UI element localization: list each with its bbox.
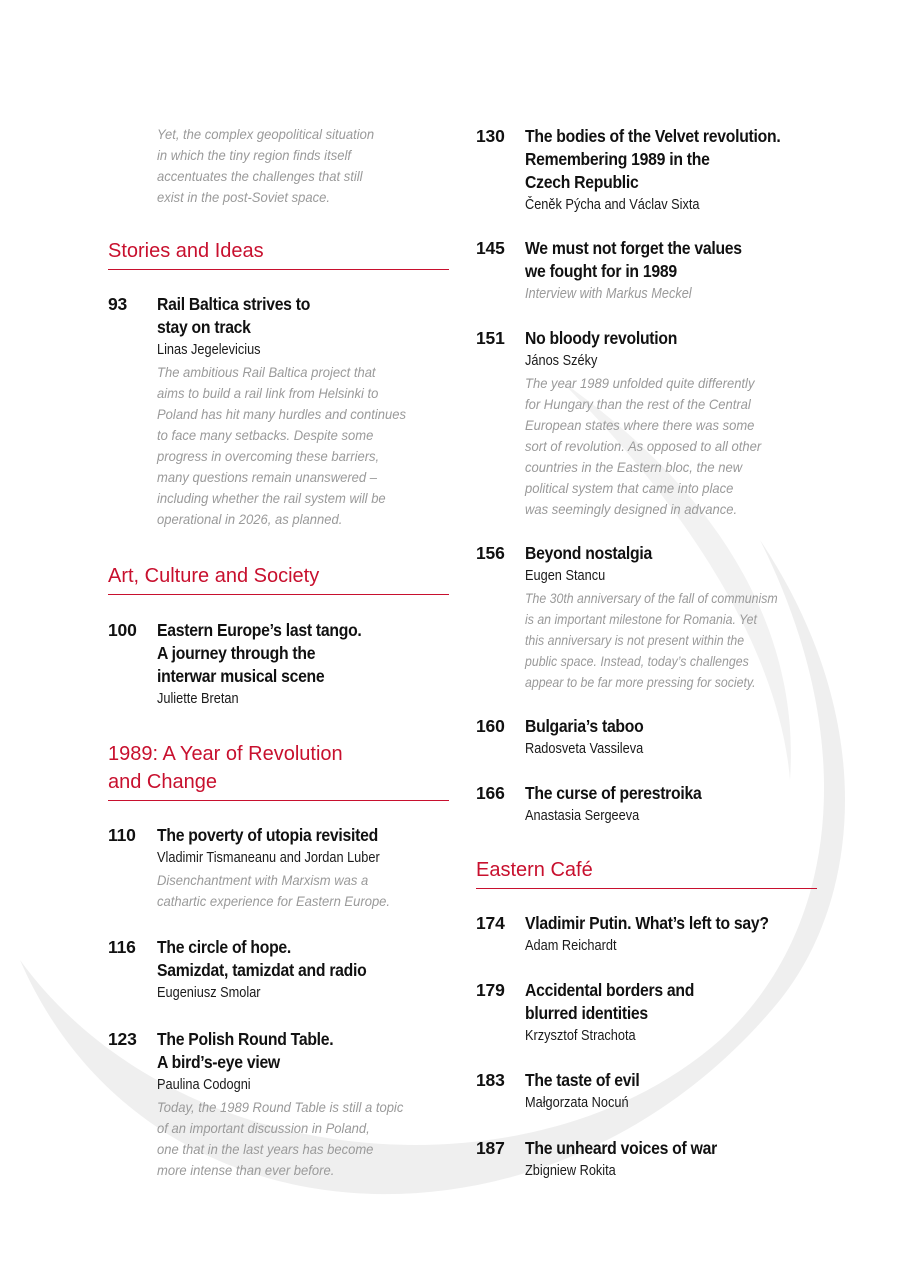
page-number: 166 [476,783,505,803]
section-heading-stories: Stories and Ideas [108,237,449,270]
article-author: Małgorzata Nocuń [525,1095,629,1111]
article-author: Juliette Bretan [157,691,239,707]
article-blurb: Disenchantment with Marxism was a cathartic experience for Eastern Europe. [157,872,391,909]
article-blurb: The ambitious Rail Baltica project that aims to build a rail link from Helsinki to Poland has hit many hurdles and continues to face many setbacks. Despite some progress in overcoming these barriers, many questions remain unanswered – including whether the rail system will be operational in 2026, as planned. [157,364,406,527]
page-number: 116 [108,937,136,957]
article-author: Krzysztof Strachota [525,1028,636,1044]
article-title: Beyond nostalgia [525,543,652,563]
article-title: Eastern Europe’s last tango. A journey through the interwar musical scene [157,620,362,686]
article-title: We must not forget the values we fought for in 1989 [525,238,742,281]
page-number: 179 [476,980,505,1000]
page-number: 174 [476,913,505,933]
article-author: Adam Reichardt [525,938,617,954]
article-title: The poverty of utopia revisited [157,825,378,845]
article-title: Rail Baltica strives to stay on track [157,294,311,337]
article-blurb: The year 1989 unfolded quite differently for Hungary than the rest of the Central European states where there was some sort of revolution. As opposed to all other countries in the Eastern bloc, the new political system that came into place was seemingly designed in advance. [525,375,762,517]
page-number: 156 [476,543,505,563]
page-number: 100 [108,620,137,640]
article-title: The taste of evil [525,1070,640,1090]
article-author: Linas Jegelevicius [157,342,261,358]
article-author: Zbigniew Rokita [525,1163,616,1179]
intro-blurb: Yet, the complex geopolitical situation in which the tiny region finds itself accentuates the challenges that still exist in the post-Soviet space. [157,126,375,205]
section-heading-1989: 1989: A Year of Revolution and Change [108,740,449,801]
article-author: János Széky [525,353,598,369]
article-title: The bodies of the Velvet revolution. Remembering 1989 in the Czech Republic [525,126,781,192]
article-title: The curse of perestroika [525,783,702,803]
article-title: The circle of hope. Samizdat, tamizdat and radio [157,937,367,980]
page-number: 93 [108,294,128,314]
article-author: Anastasia Sergeeva [525,808,640,824]
article-author: Radosveta Vassileva [525,741,644,757]
article-title: Bulgaria’s taboo [525,716,644,736]
article-blurb: Today, the 1989 Round Table is still a topic of an important discussion in Poland, one that in the last years has become more intense than ever before. [157,1099,404,1178]
article-author: Interview with Markus Meckel [525,286,692,302]
article-author: Eugeniusz Smolar [157,985,261,1001]
page-number: 110 [108,825,136,845]
article-title: Accidental borders and blurred identities [525,980,695,1023]
article-title: The Polish Round Table. A bird’s-eye view [157,1029,334,1072]
page-number: 160 [476,716,505,736]
article-author: Čeněk Pýcha and Václav Sixta [525,197,700,213]
article-title: No bloody revolution [525,328,678,348]
page-number: 187 [476,1138,505,1158]
page-number: 151 [476,328,505,348]
article-author: Vladimir Tismaneanu and Jordan Luber [157,850,380,866]
page-number: 145 [476,238,505,258]
article-blurb: The 30th anniversary of the fall of communism is an important milestone for Romania. Yet this anniversary is not present within the public space. Instead, today’s challenges appear to be far more pressing for society. [525,590,778,690]
page-number: 123 [108,1029,137,1049]
article-author: Paulina Codogni [157,1077,251,1093]
section-heading-cafe: Eastern Café [476,856,817,889]
page-number: 130 [476,126,505,146]
page-number: 183 [476,1070,505,1090]
section-heading-art: Art, Culture and Society [108,562,449,595]
article-author: Eugen Stancu [525,568,606,584]
article-title: The unheard voices of war [525,1138,717,1158]
article-title: Vladimir Putin. What’s left to say? [525,913,769,933]
